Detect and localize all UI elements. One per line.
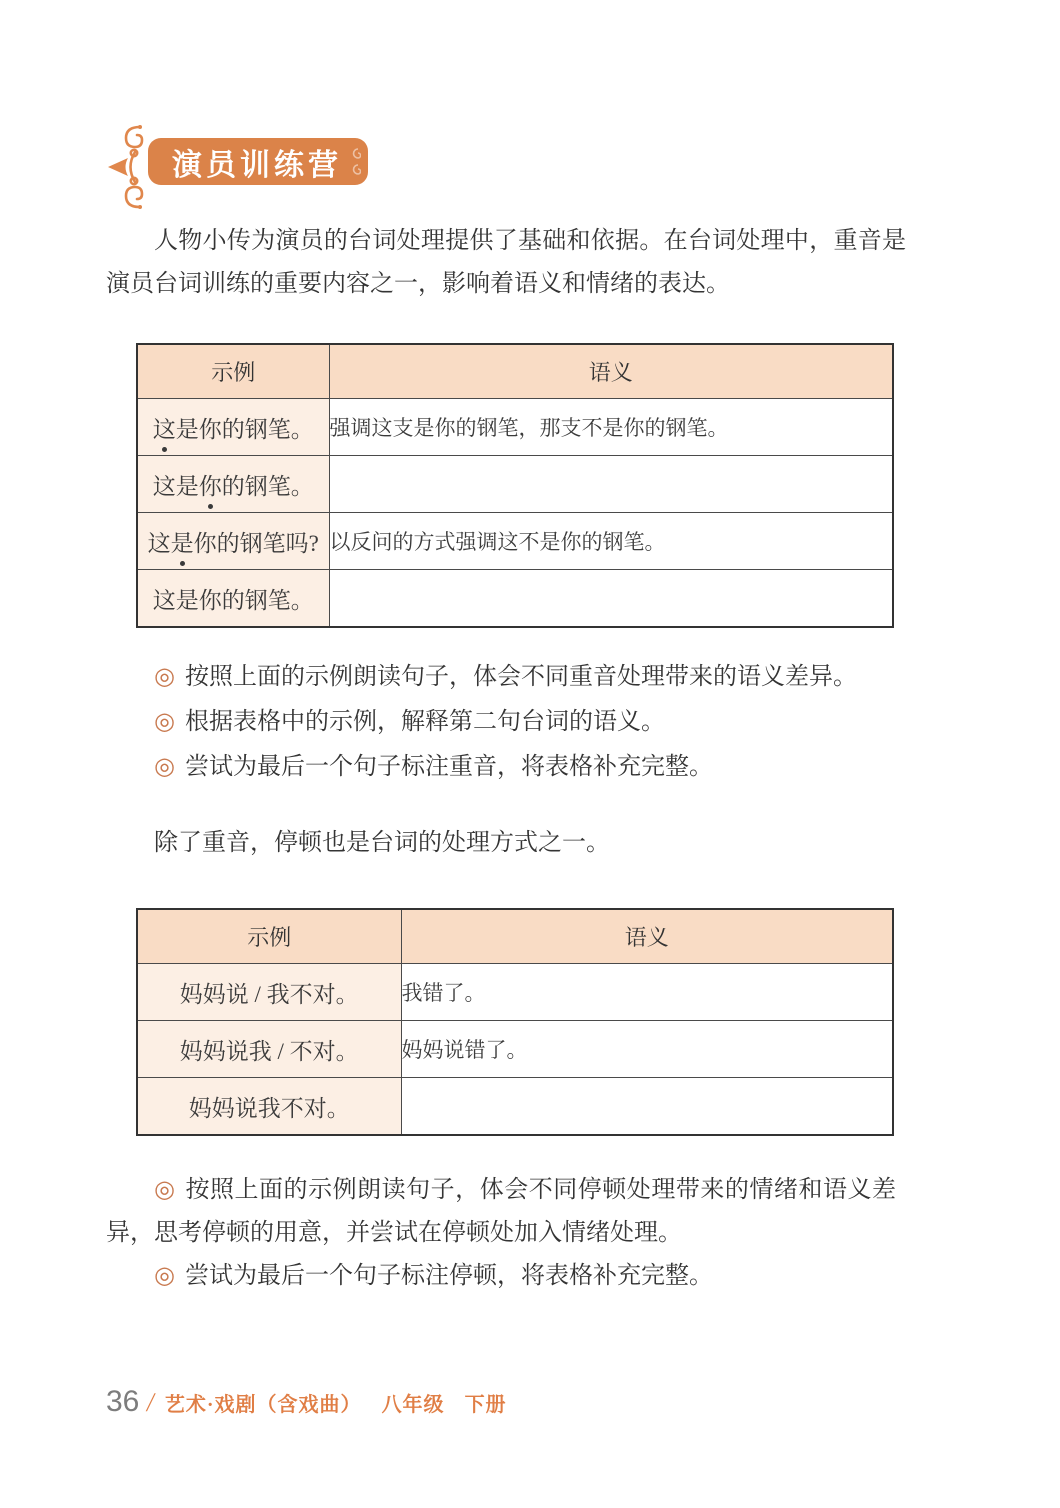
meaning-cell: 我错了。 <box>401 964 893 1021</box>
footer-grade: 八年级 <box>381 1394 445 1416</box>
header-example: 示例 <box>137 344 329 399</box>
task-item: ◎ 根据表格中的示例，解释第二句台词的语义。 <box>154 709 665 735</box>
bullet-ring-icon: ◎ <box>154 1177 176 1203</box>
example-cell: 这是你的钢笔吗? <box>137 513 329 570</box>
section-title-badge <box>148 138 368 185</box>
header-example: 示例 <box>137 909 401 964</box>
meaning-cell <box>401 1078 893 1136</box>
example-cell: 这是你的钢笔。 <box>137 399 329 456</box>
header-meaning: 语义 <box>329 344 893 399</box>
intro-paragraph: 人物小传为演员的台词处理提供了基础和依据。在台词处理中，重音是演员台词训练的重要内容之一，影响着语义和情绪的表达。 <box>106 228 906 297</box>
table-header-row <box>137 909 893 964</box>
meaning-cell: 以反问的方式强调这不是你的钢笔。 <box>329 513 893 570</box>
stress-examples-table <box>136 343 894 628</box>
section-title: 演员训练营 <box>172 148 342 182</box>
meaning-cell: 强调这支是你的钢笔，那支不是你的钢笔。 <box>329 399 893 456</box>
stress-task-list <box>106 655 926 790</box>
example-cell: 妈妈说我 / 不对。 <box>137 1021 401 1078</box>
table-row <box>137 1078 893 1136</box>
bullet-ring-icon: ◎ <box>154 1263 175 1289</box>
example-cell: 妈妈说我不对。 <box>137 1078 401 1136</box>
task-item: ◎ 尝试为最后一个句子标注停顿，将表格补充完整。 <box>154 1263 713 1289</box>
page-footer <box>106 1385 507 1419</box>
footer-slash: / <box>145 1387 158 1417</box>
table-row <box>137 964 893 1021</box>
bridge-paragraph: 除了重音，停顿也是台词的处理方式之一。 <box>154 830 610 856</box>
emphasized-char: 是 <box>170 530 194 556</box>
meaning-cell: 妈妈说错了。 <box>401 1021 893 1078</box>
footer-book-title: 艺术·戏剧（含戏曲） <box>164 1394 362 1416</box>
table-row <box>137 513 893 570</box>
table-row <box>137 1021 893 1078</box>
meaning-cell <box>329 570 893 628</box>
pause-examples-table <box>136 908 894 1136</box>
bullet-ring-icon: ◎ <box>154 709 175 735</box>
emphasized-char: 这 <box>152 416 176 442</box>
task-item: ◎ 按照上面的示例朗读句子，体会不同重音处理带来的语义差异。 <box>154 664 857 690</box>
task-item: ◎ 尝试为最后一个句子标注重音，将表格补充完整。 <box>154 754 713 780</box>
example-cell: 这是你的钢笔。 <box>137 570 329 628</box>
table-row <box>137 570 893 628</box>
bullet-ring-icon: ◎ <box>154 664 175 690</box>
header-meaning: 语义 <box>401 909 893 964</box>
section-header <box>104 122 368 212</box>
emphasized-char: 你 <box>198 473 222 499</box>
footer-volume: 下册 <box>464 1394 507 1416</box>
badge-swirl-icon <box>347 146 361 178</box>
page-number: 36 <box>106 1385 140 1418</box>
table-header-row <box>137 344 893 399</box>
example-cell: 妈妈说 / 我不对。 <box>137 964 401 1021</box>
pause-task-list <box>106 1169 896 1298</box>
meaning-cell <box>329 456 893 513</box>
task-item: ◎ 按照上面的示例朗读句子，体会不同停顿处理带来的情绪和语义差异，思考停顿的用意，并尝试在停顿处加入情绪处理。 <box>106 1177 896 1246</box>
bullet-ring-icon: ◎ <box>154 754 175 780</box>
table-row <box>137 456 893 513</box>
table-row <box>137 399 893 456</box>
example-cell: 这是你的钢笔。 <box>137 456 329 513</box>
